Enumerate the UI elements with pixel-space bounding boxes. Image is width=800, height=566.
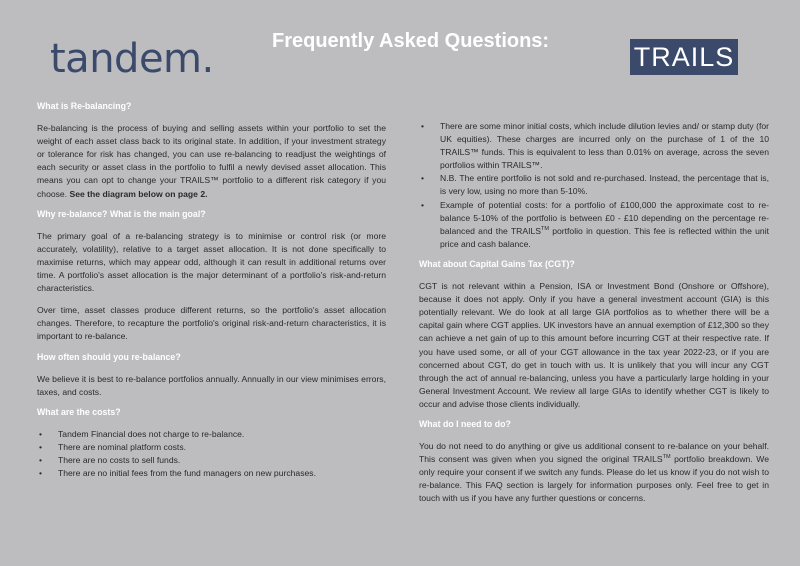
trails-logo: TRAILS	[630, 39, 738, 75]
rebalancing-heading: What is Re-balancing?	[37, 101, 132, 111]
todo-heading: What do I need to do?	[419, 418, 511, 429]
diagram-reference: See the diagram below on page 2.	[69, 188, 208, 199]
costs-list	[37, 428, 386, 480]
list-item: • There are no initial fees from the fund managers on new purchases.	[37, 467, 386, 480]
why-paragraph-2: Over time, asset classes produce different returns, so the portfolio's asset allocation changes. Therefore, to recapture the portfolio's original risk-and-return characteristics, it is important to re-balance.	[37, 305, 386, 342]
trademark-sup: TM	[540, 225, 549, 232]
costs-heading: What are the costs?	[37, 406, 121, 417]
why-paragraph-1: The primary goal of a re-balancing strategy is to minimise or control risk (or more accurately, volatility), relative to a target asset allocation. It is not done specifically to maximise returns, which may appear odd, although it can result in additional returns over time. A portfolio's asset allocation is the major determinant of a portfolio's risk-and-return characteristics.	[37, 230, 386, 294]
rebalancing-text: Re-balancing is the process of buying and selling assets within your portfolio to set the weight of each asset class back to its original state. In addition, if your investment strategy or tolerance for risk has changed, you can use re-balancing to readjust the weightings of each security or asset class in the portfolio to fulfil a newly devised asset allocation. This means you can opt to change your TRAILS™ portfolio to a different risk category if you choose.	[37, 123, 386, 199]
list-item: • Tandem Financial does not charge to re-balance.	[37, 428, 386, 441]
example-text-end: portfolio in question. This fee is reflected within the unit price and cash balance.	[440, 225, 769, 249]
list-item: • There are some minor initial costs, which include dilution levies and/ or stamp duty (for UK equities). These charges are incurred only on the purchase of 1 of the 10 TRAILS™ funds. This is equivalent to less than 0.01% on average, across the seven portfolios within TRAILS™.	[419, 120, 769, 172]
tandem-logo: tandem.	[50, 36, 214, 82]
todo-paragraph	[419, 440, 769, 505]
todo-text-end: portfolio breakdown. We only require your consent if we switch any funds. Please do let us know if you do not wish to re-balance. This FAQ section is largely for information purposes only. Feel free to get in touch with us if you have any further questions or concerns.	[419, 454, 769, 504]
cgt-paragraph: CGT is not relevant within a Pension, ISA or Investment Bond (Onshore or Offshore), because it does not apply. Only if you have a general investment account (GIA) is this potentially relevant. We do look at all large GIA portfolios as to whether there will be a capital gain where CGT applies. UK investors have an annual exemption of £12,300 so they can achieve a net gain of up to this amount before incurring CGT at their respective rate. If you have used some, or all of your CGT allowance in the tax year 2022-23, or if you are concerned about CGT, do get in touch with us. It is unlikely that you will incur any CGT through the act of annual re-balancing, unless you have a particularly large holding in your General Investment Account. We review all large GIAs to identify whether CGT is likely to occur and advise those clients individually.	[419, 281, 769, 409]
how-often-heading: How often should you re-balance?	[37, 351, 181, 362]
trademark-sup: TM	[662, 454, 671, 461]
page-title: Frequently Asked Questions:	[272, 30, 550, 52]
why-heading: Why re-balance? What is the main goal?	[37, 208, 206, 219]
list-item: • There are no costs to sell funds.	[37, 454, 386, 467]
right-column	[419, 120, 769, 506]
example-text: Example of potential costs: for a portfolio of £100,000 the approximate cost to re-balance 5-10% of the portfolio is between £0 - £10 depending on the percentage re-balanced and the TRAILS	[440, 199, 769, 236]
costs-continued-list	[419, 120, 769, 251]
how-often-paragraph: We believe it is best to re-balance portfolios annually. Annually in our view minimises errors, taxes, and costs.	[37, 373, 386, 397]
list-item: • There are nominal platform costs.	[37, 441, 386, 454]
todo-text: You do not need to do anything or give us additional consent to re-balance on your behalf. This consent was given when you signed the original TRAILS	[419, 441, 769, 465]
list-item	[419, 199, 769, 251]
cgt-heading: What about Capital Gains Tax (CGT)?	[419, 258, 575, 269]
rebalancing-paragraph	[37, 122, 386, 201]
left-column	[37, 100, 386, 480]
list-item: • N.B. The entire portfolio is not sold and re-purchased. Instead, the percentage that is, is very low, using no more than 5-10%.	[419, 172, 769, 198]
